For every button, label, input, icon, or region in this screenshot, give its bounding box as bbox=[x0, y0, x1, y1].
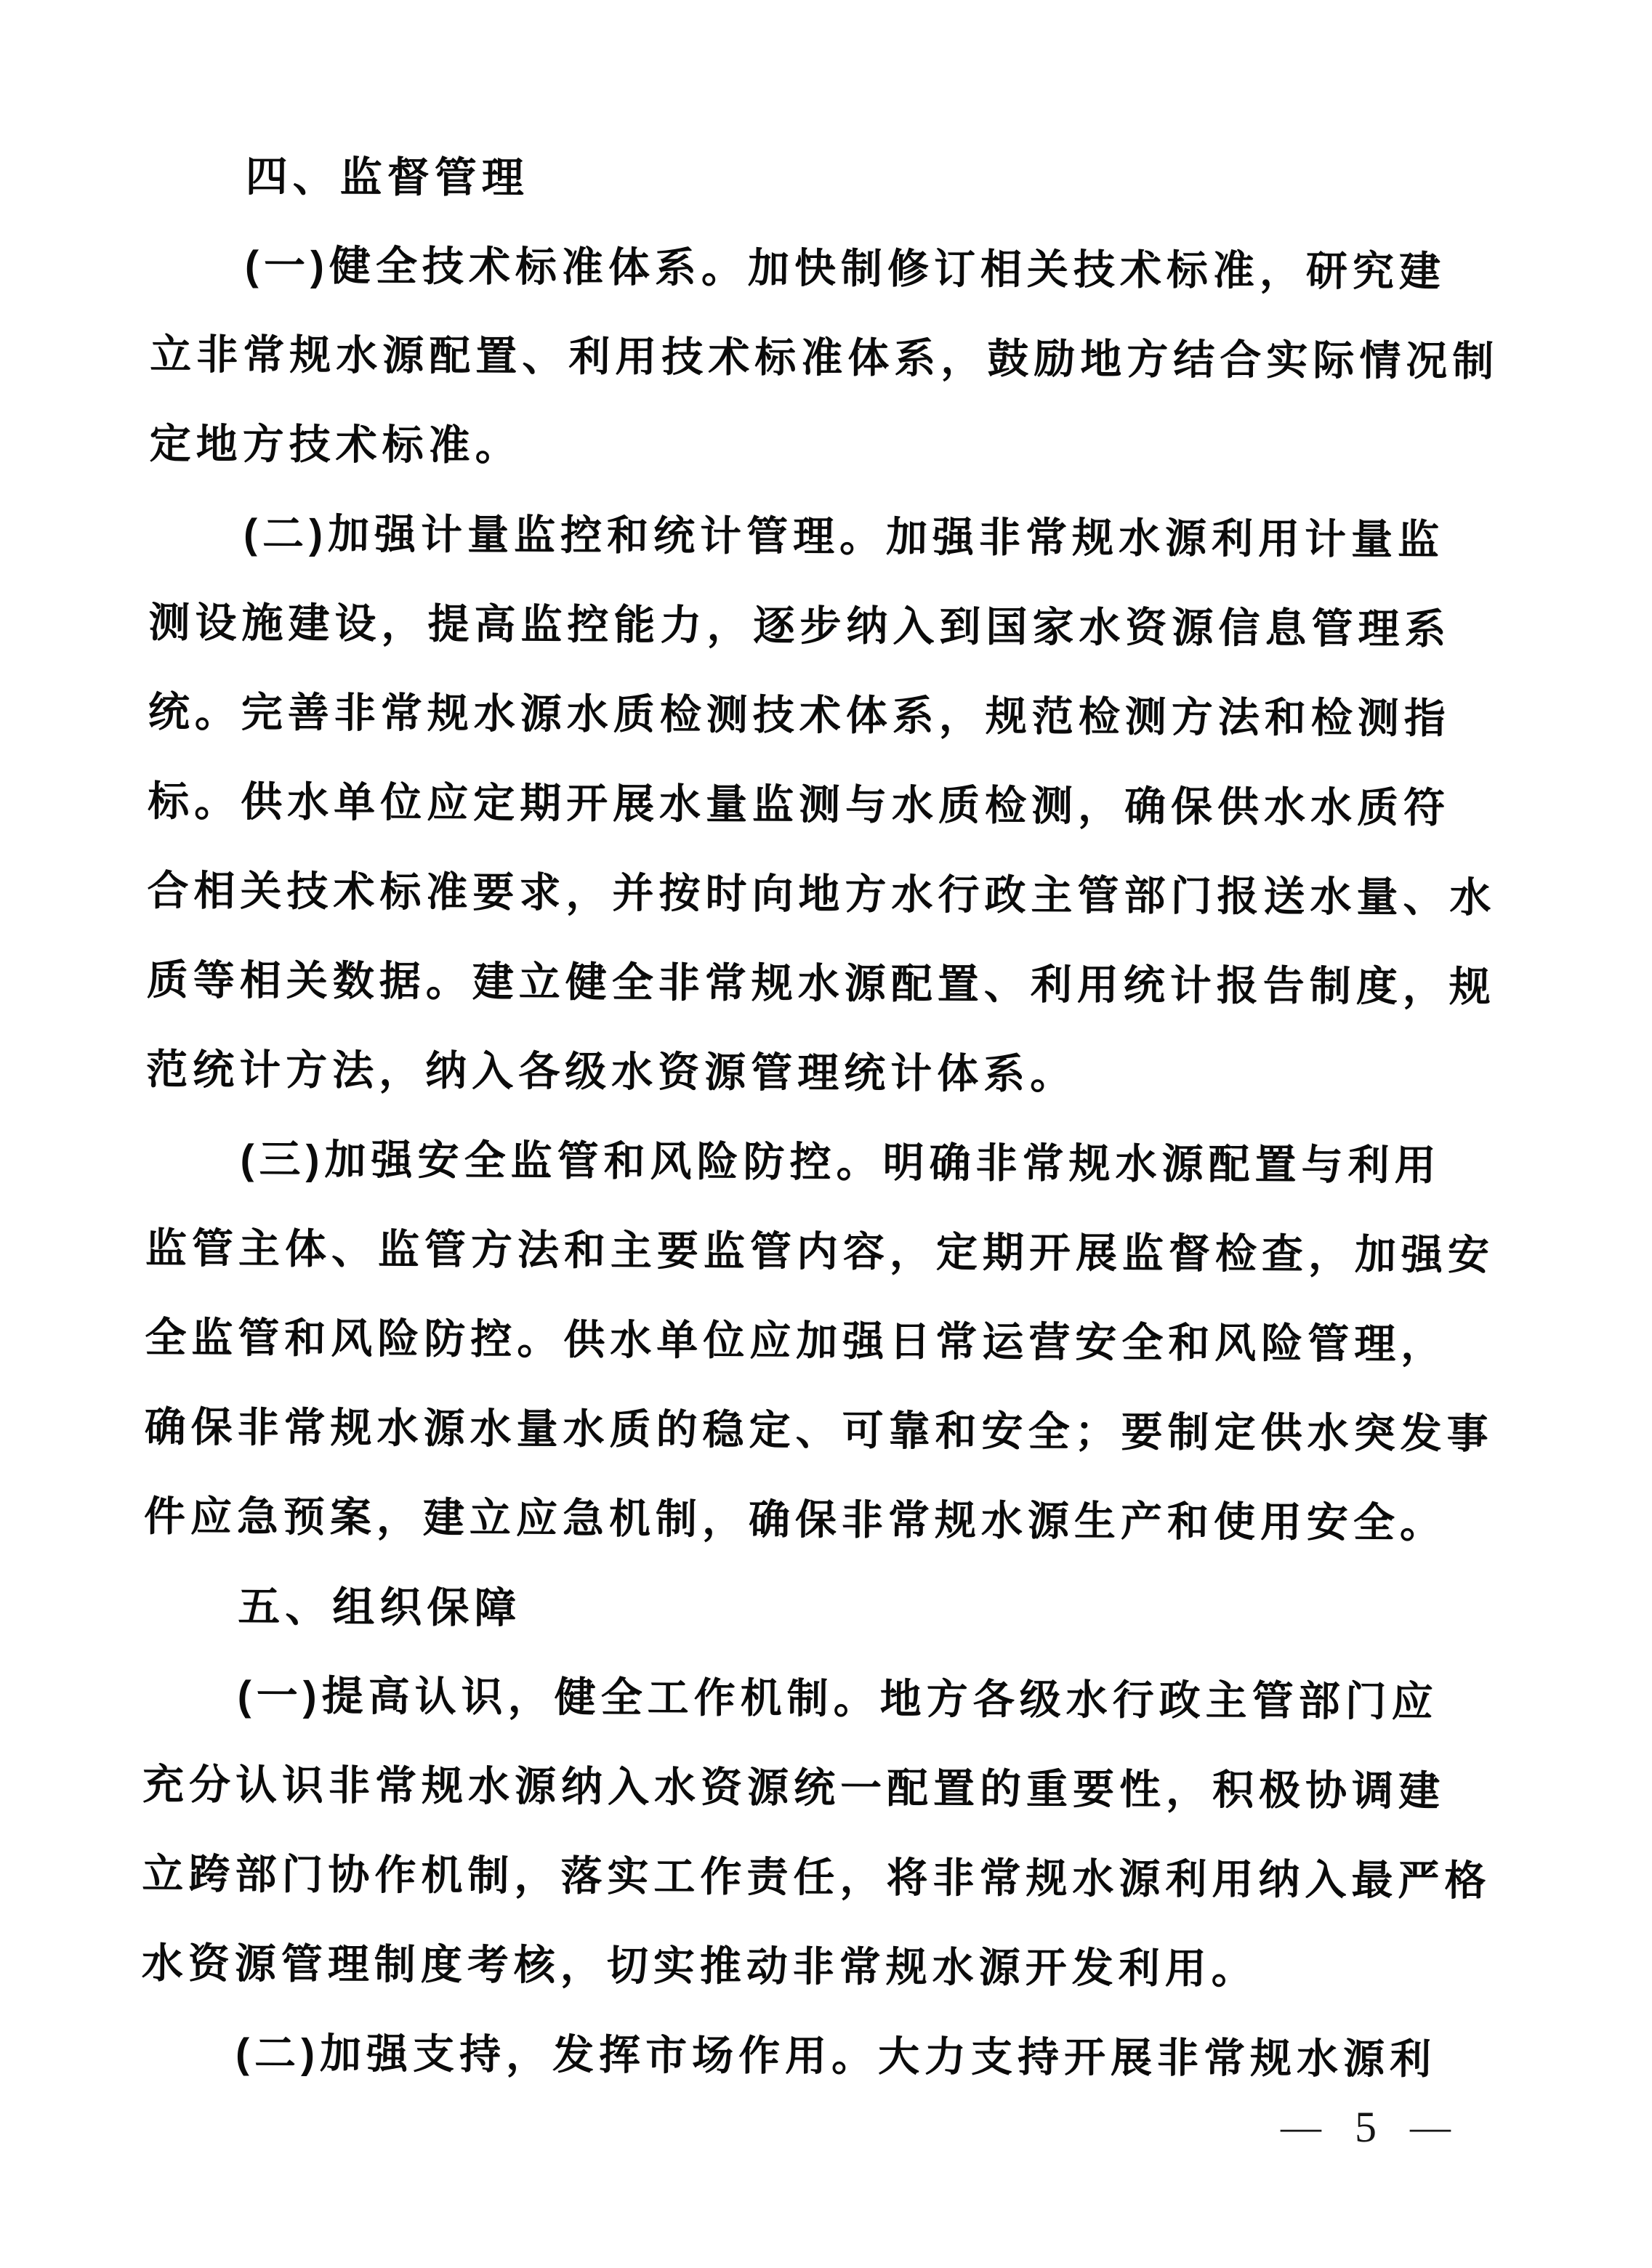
footer-dash-left: — bbox=[1281, 2104, 1321, 2150]
text-line bbox=[148, 578, 1502, 675]
line-text: 质等相关数据。建立健全非常规水源配置、利用统计报告制度，规 bbox=[146, 957, 1496, 1011]
line-text: 合相关技术标准要求，并按时向地方水行政主管部门报送水量、水 bbox=[147, 868, 1496, 921]
line-text: 四、监督管理 bbox=[245, 153, 529, 202]
line-text: 水资源管理制度考核，切实推动非常规水源开发利用。 bbox=[141, 1940, 1258, 1993]
text-line bbox=[141, 1919, 1495, 2016]
line-text: 地方各级水行政主管部门应 bbox=[879, 1676, 1438, 1726]
text-line bbox=[149, 489, 1503, 586]
text-line bbox=[147, 847, 1501, 943]
page-number: 5 bbox=[1355, 2102, 1377, 2151]
line-text: 确保非常规水源水量水质的稳定、可靠和安全；要制定供水突发事 bbox=[144, 1404, 1494, 1458]
text-line bbox=[145, 1115, 1499, 1211]
line-text: 加强非常规水源利用计量监 bbox=[885, 514, 1445, 564]
line-text: 立非常规水源配置、利用技术标准体系，鼓励地方结合实际情况制 bbox=[150, 331, 1499, 385]
text-line bbox=[148, 668, 1502, 764]
line-text: 标。供水单位应定期开展水量监测与水质检测，确保供水水质符 bbox=[148, 778, 1451, 832]
text-line bbox=[146, 1025, 1500, 1122]
line-text: 范统计方法，纳入各级水资源管理统计体系。 bbox=[146, 1046, 1077, 1098]
line-lead: (一)提高认识，健全工作机制。 bbox=[237, 1672, 880, 1723]
text-line bbox=[148, 757, 1502, 854]
text-line bbox=[143, 1562, 1497, 1658]
line-text: 全监管和风险防控。供水单位应加强日常运营安全和风险管理， bbox=[145, 1315, 1448, 1368]
line-text: 明确非常规水源配置与利用 bbox=[882, 1140, 1441, 1190]
line-text: 加快制修订相关技术标准，研究建 bbox=[747, 246, 1446, 296]
page-footer bbox=[1281, 2094, 1451, 2160]
footer-dash-right: — bbox=[1410, 2104, 1451, 2150]
text-line bbox=[149, 400, 1503, 496]
line-text: 定地方技术标准。 bbox=[149, 421, 522, 469]
line-text: 立跨部门协作机制，落实工作责任，将非常规水源利用纳入最严格 bbox=[142, 1851, 1491, 1905]
text-line bbox=[142, 1651, 1496, 1748]
line-text: 五、组织保障 bbox=[238, 1583, 522, 1632]
line-text: 测设施建设，提高监控能力，逐步纳入到国家水资源信息管理系 bbox=[148, 600, 1451, 653]
text-line bbox=[141, 2009, 1495, 2105]
document-body bbox=[141, 132, 1504, 2105]
text-line bbox=[150, 132, 1504, 228]
text-line bbox=[145, 1204, 1499, 1301]
line-text: 监管主体、监管方法和主要监管内容，定期开展监督检查，加强安 bbox=[145, 1225, 1495, 1279]
text-line bbox=[150, 310, 1504, 407]
text-line bbox=[142, 1740, 1496, 1837]
text-line bbox=[144, 1472, 1498, 1569]
line-text: 统。完善非常规水源水质检测技术体系，规范检测方法和检测指 bbox=[148, 689, 1451, 743]
line-lead: (二)加强支持，发挥市场作用。 bbox=[235, 2030, 879, 2081]
text-line bbox=[147, 936, 1501, 1033]
line-lead: (三)加强安全监管和风险防控。 bbox=[240, 1136, 883, 1187]
text-line bbox=[142, 1830, 1496, 1926]
line-lead: (一)健全技术标准体系。 bbox=[244, 242, 749, 292]
line-lead: (二)加强计量监控和统计管理。 bbox=[243, 510, 887, 561]
text-line bbox=[145, 1294, 1499, 1390]
text-line bbox=[144, 1383, 1498, 1480]
line-text: 充分认识非常规水源纳入水资源统一配置的重要性，积极协调建 bbox=[142, 1761, 1446, 1815]
text-line bbox=[150, 221, 1504, 318]
line-text: 件应急预案，建立应急机制，确保非常规水源生产和使用安全。 bbox=[143, 1493, 1447, 1547]
line-text: 大力支持开展非常规水源利 bbox=[877, 2034, 1437, 2083]
